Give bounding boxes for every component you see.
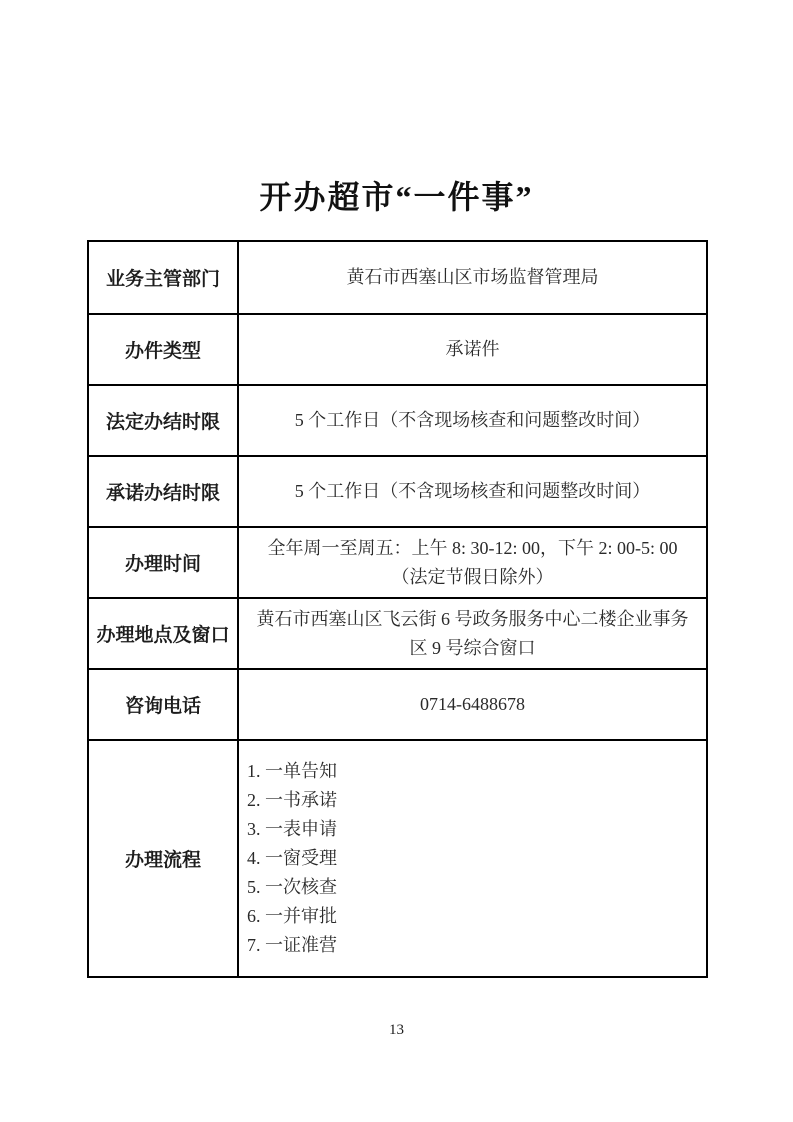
row-value	[237, 457, 706, 526]
process-step: 7. 一证准营	[247, 935, 337, 955]
value-line: 区 9 号综合窗口	[409, 637, 536, 658]
row-value	[237, 599, 706, 668]
row-label: 办理地点及窗口	[96, 625, 230, 646]
value-line: （法定节假日除外）	[391, 566, 554, 587]
process-step: 1. 一单告知	[247, 761, 337, 781]
row-value	[237, 315, 706, 384]
row-label: 业务主管部门	[105, 269, 220, 290]
row-label: 办理流程	[124, 850, 201, 871]
row-label: 办理时间	[124, 554, 201, 575]
row-label: 承诺办结时限	[105, 483, 220, 504]
row-value	[237, 670, 706, 739]
page-number: 13	[389, 1022, 404, 1038]
table-row-legal-time-limit	[89, 384, 706, 455]
table-row-department	[89, 242, 706, 313]
table-row-office-hours	[89, 526, 706, 597]
process-step: 6. 一并审批	[247, 906, 337, 926]
info-table	[87, 240, 708, 978]
row-value	[237, 386, 706, 455]
row-value	[237, 528, 706, 597]
row-label: 法定办结时限	[105, 412, 220, 433]
row-label: 咨询电话	[124, 696, 201, 717]
table-row-item-type	[89, 313, 706, 384]
process-step: 2. 一书承诺	[247, 790, 337, 810]
table-row-process	[89, 739, 706, 976]
table-row-promised-time-limit	[89, 455, 706, 526]
page-title: 开办超市“一件事”	[259, 179, 534, 215]
table-row-phone	[89, 668, 706, 739]
value-line: 承诺件	[445, 339, 500, 359]
process-step: 3. 一表申请	[247, 819, 337, 839]
process-step: 5. 一次核查	[247, 877, 337, 897]
value-line: 黄石市西塞山区飞云街 6 号政务服务中心二楼企业事务	[256, 608, 689, 629]
value-line: 5 个工作日（不含现场核查和问题整改时间）	[294, 410, 651, 430]
row-label: 办件类型	[124, 341, 201, 362]
value-line: 5 个工作日（不含现场核查和问题整改时间）	[294, 481, 651, 501]
row-value	[237, 242, 706, 313]
process-step: 4. 一窗受理	[247, 848, 337, 868]
value-line: 0714-6488678	[420, 694, 525, 714]
row-value	[237, 741, 706, 976]
value-line: 全年周一至周五：上午 8: 30-12: 00，下午 2: 00-5: 00	[267, 537, 678, 558]
value-line: 黄石市西塞山区市场监督管理局	[346, 267, 599, 287]
table-row-location-window	[89, 597, 706, 668]
